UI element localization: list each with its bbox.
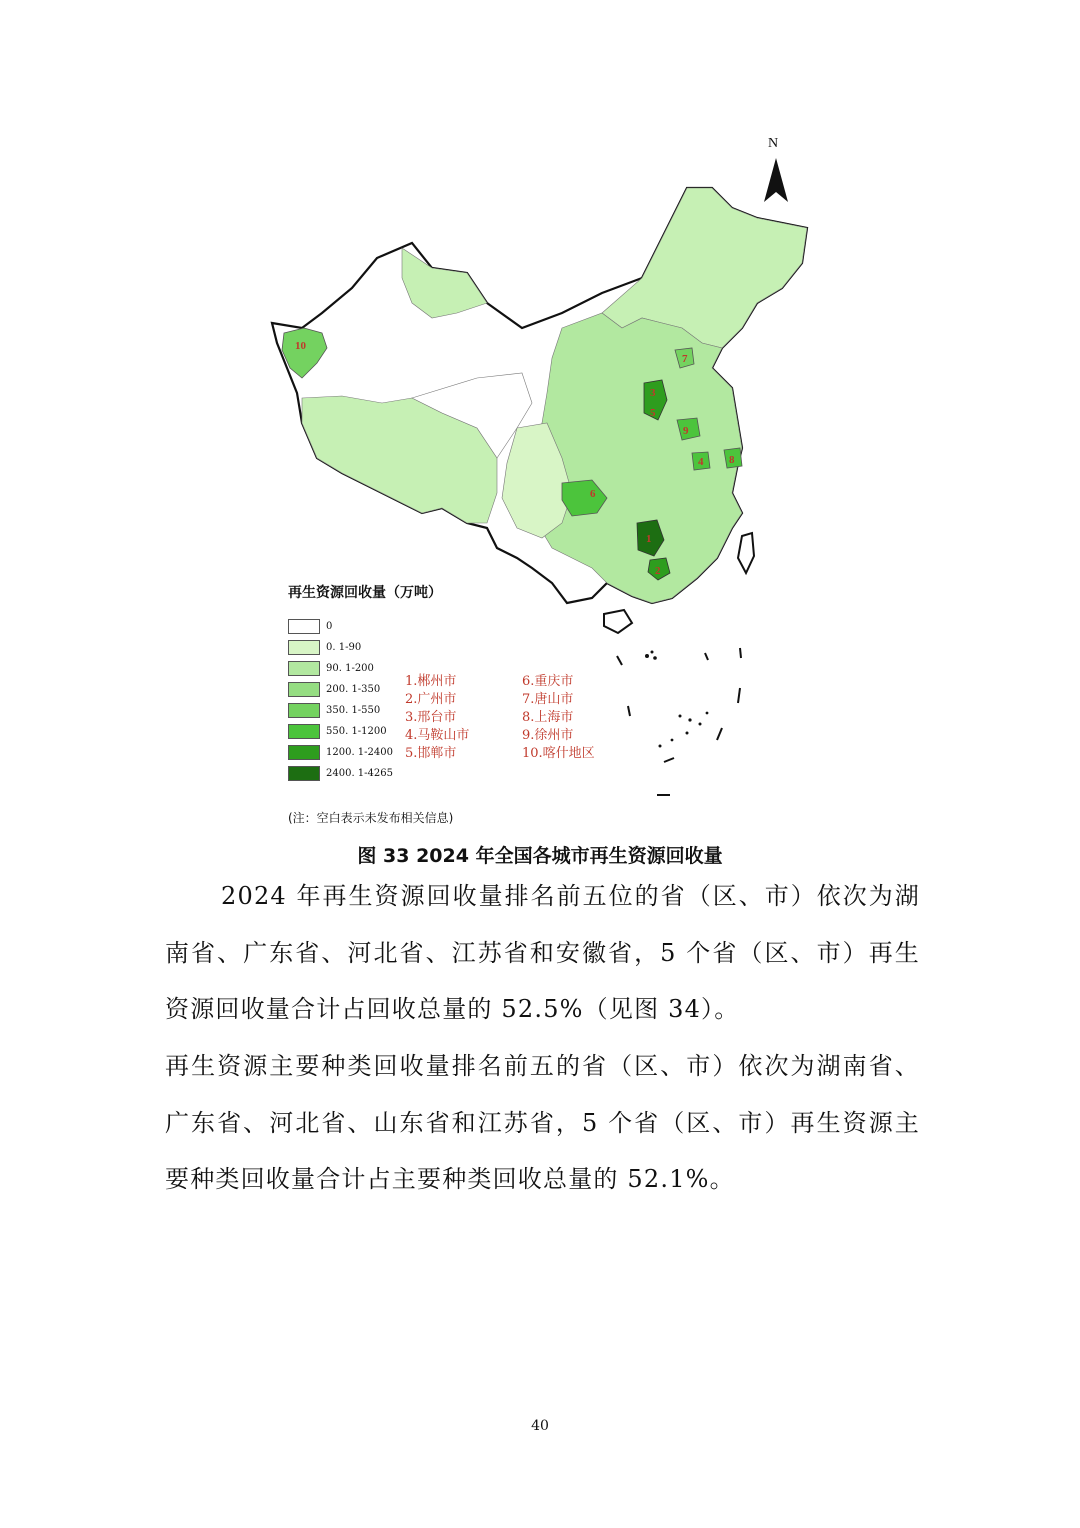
figure-caption: 图 33 2024 年全国各城市再生资源回收量 (357, 845, 723, 867)
legend-label: 200. 1-350 (326, 684, 381, 695)
city-item: 7.唐山市 (522, 692, 574, 707)
legend-swatch (288, 661, 320, 676)
marker-4: 4 (698, 456, 704, 468)
legend-label: 0. 1-90 (326, 642, 362, 653)
legend-swatch (288, 703, 320, 718)
city-item: 8.上海市 (522, 710, 574, 725)
page-number: 40 (531, 1418, 549, 1434)
map-note: (注：空白表示未发布相关信息) (288, 811, 454, 825)
city-item: 4.马鞍山市 (405, 728, 470, 743)
legend-item (288, 637, 628, 658)
city-item: 5.邯郸市 (405, 746, 457, 761)
city-item: 3.邢台市 (405, 710, 457, 725)
legend-label: 1200. 1-2400 (326, 747, 393, 758)
marker-8: 8 (729, 454, 735, 466)
body-paragraph-1: 2024 年再生资源回收量排名前五位的省（区、市）依次为湖南省、广东省、河北省、江苏省和安徽省，5 个省（区、市）再生资源回收量合计占回收总量的 52.5%（见图 34）。 (165, 882, 920, 1024)
city-list-right (522, 673, 595, 763)
south-china-sea-dashes (617, 648, 741, 795)
legend-swatch (288, 745, 320, 760)
legend-swatch (288, 619, 320, 634)
legend-title: 再生资源回收量（万吨） (288, 585, 442, 601)
legend-swatch (288, 640, 320, 655)
marker-3: 3 (650, 387, 656, 399)
south-china-sea-islands (645, 651, 708, 748)
legend-swatch (288, 766, 320, 781)
city-item: 10.喀什地区 (522, 746, 595, 761)
legend-item (288, 616, 628, 637)
legend-label: 90. 1-200 (326, 663, 374, 674)
legend-swatch (288, 724, 320, 739)
legend-label: 550. 1-1200 (326, 726, 387, 737)
legend-label: 0 (326, 621, 333, 632)
city-list-left (405, 673, 469, 763)
marker-10: 10 (295, 340, 306, 352)
city-item: 9.徐州市 (522, 728, 574, 743)
legend-item (288, 763, 628, 784)
north-arrow (756, 136, 796, 206)
north-label: N (768, 136, 779, 151)
north-arrow-icon (756, 136, 796, 206)
legend-label: 350. 1-550 (326, 705, 381, 716)
city-item: 2.广州市 (405, 692, 457, 707)
marker-2: 2 (655, 565, 661, 577)
marker-6: 6 (590, 488, 596, 500)
island-taiwan (738, 533, 754, 573)
city-item: 6.重庆市 (522, 674, 574, 689)
legend-label: 2400. 1-4265 (326, 768, 393, 779)
legend-swatch (288, 682, 320, 697)
marker-1: 1 (646, 533, 652, 545)
city-item: 1.郴州市 (405, 674, 457, 689)
body-paragraph-2: 再生资源主要种类回收量排名前五的省（区、市）依次为湖南省、广东省、河北省、山东省和江苏省，5 个省（区、市）再生资源主要种类回收量合计占主要种类回收总量的 52.1%。 (165, 1052, 920, 1194)
marker-5: 5 (650, 407, 656, 419)
marker-7: 7 (682, 353, 688, 365)
marker-9: 9 (683, 425, 689, 437)
